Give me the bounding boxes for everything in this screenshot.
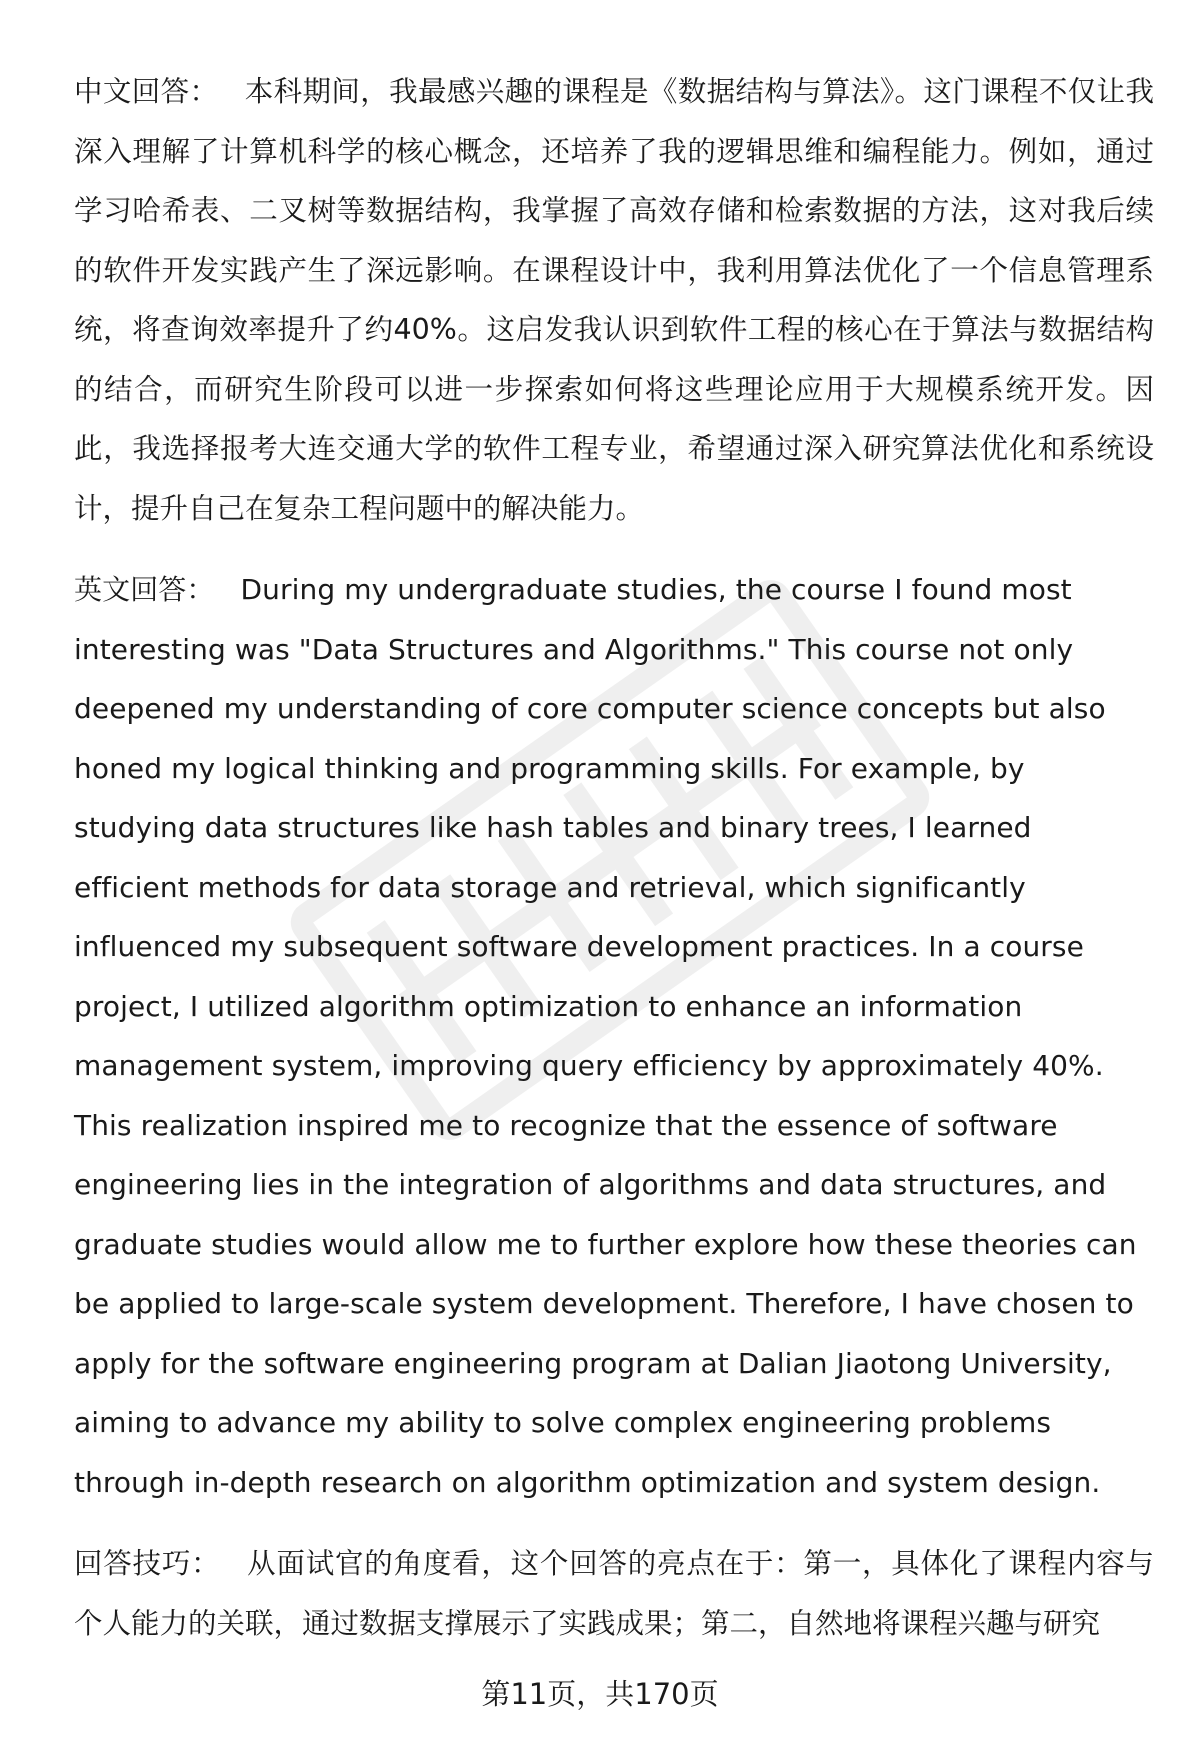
english-answer-text: During my undergraduate studies, the course I found most interesting was "Data Structures and Algorithms." This course not only deepened my understanding of core computer science concepts but also honed my logical thinking and programming skills. For example, by studying data structures like hash tables and binary trees, I learned efficient methods for data storage and retrieval, which significantly influenced my subsequent software development practices. In a course project, I utilized algorithm optimization to enhance an information management system, improving query efficiency by approximately 40%. This realization inspired me to recognize that the essence of software engineering lies in the integration of algorithms and data structures, and graduate studies would allow me to further explore how these theories can be applied to large-scale system development. Therefore, I have chosen to apply for the software engineering program at Dalian Jiaotong University, aiming to advance my ability to solve complex engineering problems through in-depth research on algorithm optimization and system design. <box>74 573 1137 1499</box>
chinese-answer-paragraph <box>74 62 1154 538</box>
chinese-answer-text: 本科期间，我最感兴趣的课程是《数据结构与算法》。这门课程不仅让我深入理解了计算机科学的核心概念，还培养了我的逻辑思维和编程能力。例如，通过学习哈希表、二叉树等数据结构，我掌握了高效存储和检索数据的方法，这对我后续的软件开发实践产生了深远影响。在课程设计中，我利用算法优化了一个信息管理系统，将查询效率提升了约40%。这启发我认识到软件工程的核心在于算法与数据结构的结合，而研究生阶段可以进一步探索如何将这些理论应用于大规模系统开发。因此，我选择报考大连交通大学的软件工程专业，希望通过深入研究算法优化和系统设计，提升自己在复杂工程问题中的解决能力。 <box>74 75 1154 525</box>
answer-tips-text: 从面试官的角度看，这个回答的亮点在于：第一，具体化了课程内容与个人能力的关联，通过数据支撑展示了实践成果；第二，自然地将课程兴趣与研究 <box>74 1547 1154 1640</box>
english-answer-paragraph <box>74 560 1154 1512</box>
english-answer-label: 英文回答： <box>74 573 215 606</box>
answer-tips-label: 回答技巧： <box>74 1547 221 1580</box>
answer-tips-paragraph <box>74 1534 1154 1653</box>
page-number: 第11页，共170页 <box>481 1677 719 1711</box>
document-body <box>74 62 1154 1675</box>
chinese-answer-label: 中文回答： <box>74 75 219 108</box>
